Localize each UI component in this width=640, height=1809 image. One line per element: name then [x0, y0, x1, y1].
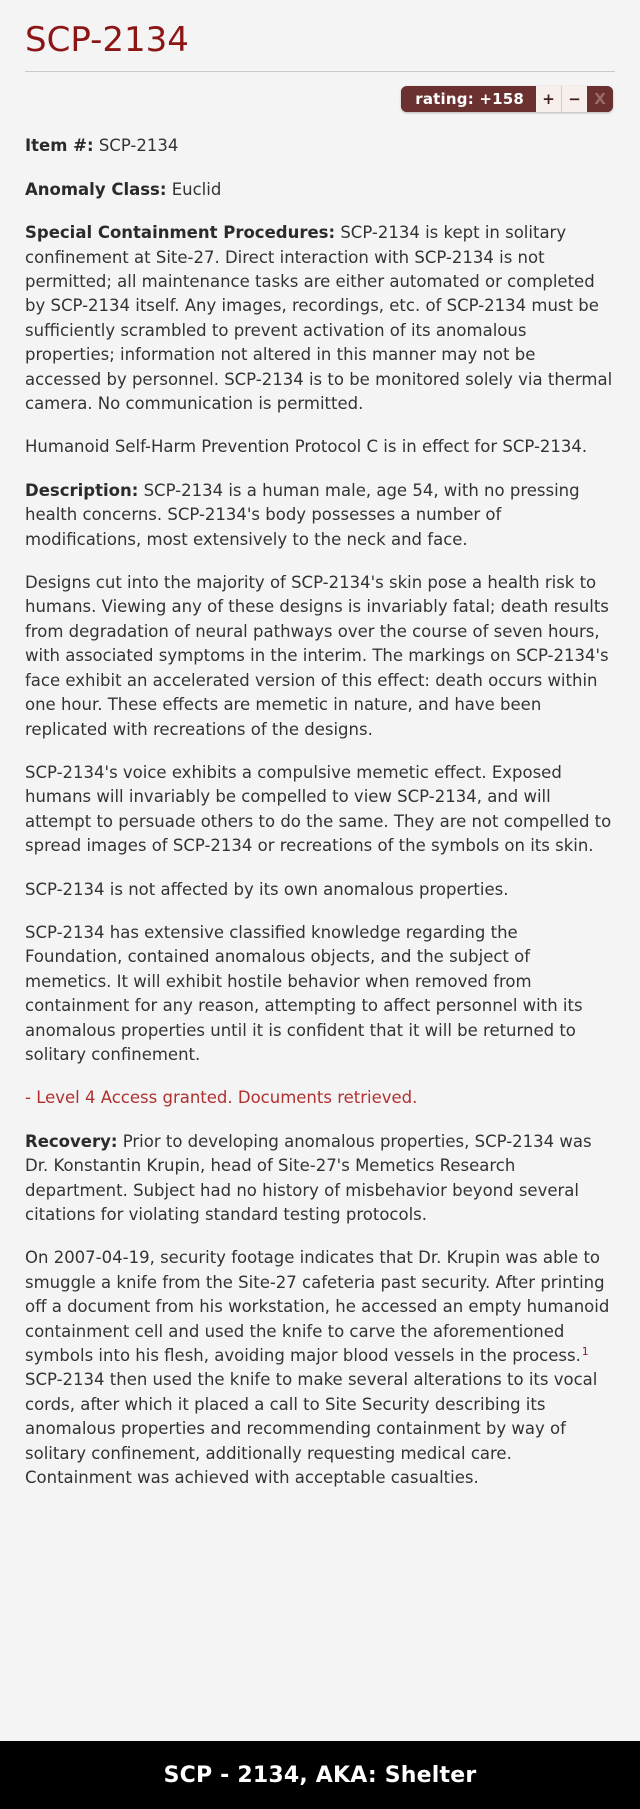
cancel-vote-button[interactable]: X	[587, 86, 613, 112]
containment-procedures-paragraph	[25, 221, 615, 416]
description-paragraph	[25, 479, 615, 552]
upvote-button[interactable]: +	[536, 86, 561, 112]
footer-caption-text: SCP - 2134, AKA: Shelter	[163, 1762, 477, 1788]
anomaly-class-paragraph	[25, 178, 615, 202]
item-number-value: SCP-2134	[93, 136, 179, 156]
voice-paragraph: SCP-2134's voice exhibits a compulsive memetic effect. Exposed humans will invariably be compelled to view SCP-2134, and will attempt to persuade others to do the same. They are not compelled to spread images of SCP-2134 or recreations of the symbols on its skin.	[25, 762, 612, 856]
designs-paragraph: Designs cut into the majority of SCP-2134's skin pose a health risk to humans. Viewing any of these designs is invariably fatal; death results from degradation of neural pathways over the course of seven hours, with associated symptoms in the interim. The markings on SCP-2134's face exhibit an accelerated version of this effect: death occurs within one hour. These effects are memetic in nature, and have been replicated with recreations of the designs.	[25, 573, 609, 739]
rating-widget[interactable]	[401, 86, 613, 112]
downvote-button[interactable]: −	[561, 86, 587, 112]
item-number-label: Item #:	[25, 136, 94, 156]
rating-value: rating: +158	[401, 86, 536, 112]
recovery-label: Recovery:	[25, 1131, 118, 1151]
containment-procedures-text: SCP-2134 is kept in solitary confinement at Site-27. Direct interaction with SCP-2134 is not permitted; all maintenance tasks are either automated or completed by SCP-2134 itself. Any images, recordings, etc. of SCP-2134 must be sufficiently scrambled to prevent activation of its anomalous properties; information not altered in this manner may not be accessed by personnel. SCP-2134 is to be monitored solely via thermal camera. No communication is permitted.	[25, 223, 613, 414]
page-title: SCP-2134	[25, 20, 189, 60]
incident-text-part1: On 2007-04-19, security footage indicates that Dr. Krupin was able to smuggle a knife from the Site-27 cafeteria past security. After printing off a document from his workstation, he accessed an empty humanoid containment cell and used the knife to carve the aforementioned symbols into his flesh, avoiding major blood vessels in the process.	[25, 1248, 610, 1366]
article-body	[25, 112, 615, 1490]
description-label: Description:	[25, 480, 139, 500]
recovery-text: Prior to developing anomalous properties, SCP-2134 was Dr. Konstantin Krupin, head of Site-27's Memetics Research department. Subject had no history of misbehavior beyond several citations for violating standard testing protocols.	[25, 1131, 592, 1225]
access-granted-note: - Level 4 Access granted. Documents retrieved.	[25, 1088, 418, 1108]
rating-row	[25, 72, 615, 112]
anomaly-class-value: Euclid	[166, 179, 222, 199]
containment-procedures-label: Special Containment Procedures:	[25, 223, 336, 243]
description-text: SCP-2134 is a human male, age 54, with no pressing health concerns. SCP-2134's body possesses a number of modifications, most extensively to the neck and face.	[25, 480, 580, 549]
knowledge-paragraph: SCP-2134 has extensive classified knowledge regarding the Foundation, contained anomalous objects, and the subject of memetics. It will exhibit hostile behavior when removed from containment for any reason, attempting to affect personnel with its anomalous properties until it is confident that it will be returned to solitary confinement.	[25, 922, 583, 1064]
footnote-marker-1[interactable]: 1	[581, 1345, 589, 1358]
anomaly-class-label: Anomaly Class:	[25, 179, 167, 199]
recovery-paragraph	[25, 1130, 615, 1228]
item-number-paragraph	[25, 134, 615, 158]
incident-paragraph	[25, 1246, 615, 1490]
protocol-paragraph: Humanoid Self-Harm Prevention Protocol C is in effect for SCP-2134.	[25, 437, 588, 457]
footer-caption-bar	[0, 1741, 640, 1809]
incident-text-part2: SCP-2134 then used the knife to make several alterations to its vocal cords, after which it placed a call to Site Security describing its anomalous properties and recommending containment by way of solitary confinement, additionally requesting medical care. Containment was achieved with acceptable casualties.	[25, 1370, 598, 1488]
unaffected-paragraph: SCP-2134 is not affected by its own anomalous properties.	[25, 879, 509, 899]
